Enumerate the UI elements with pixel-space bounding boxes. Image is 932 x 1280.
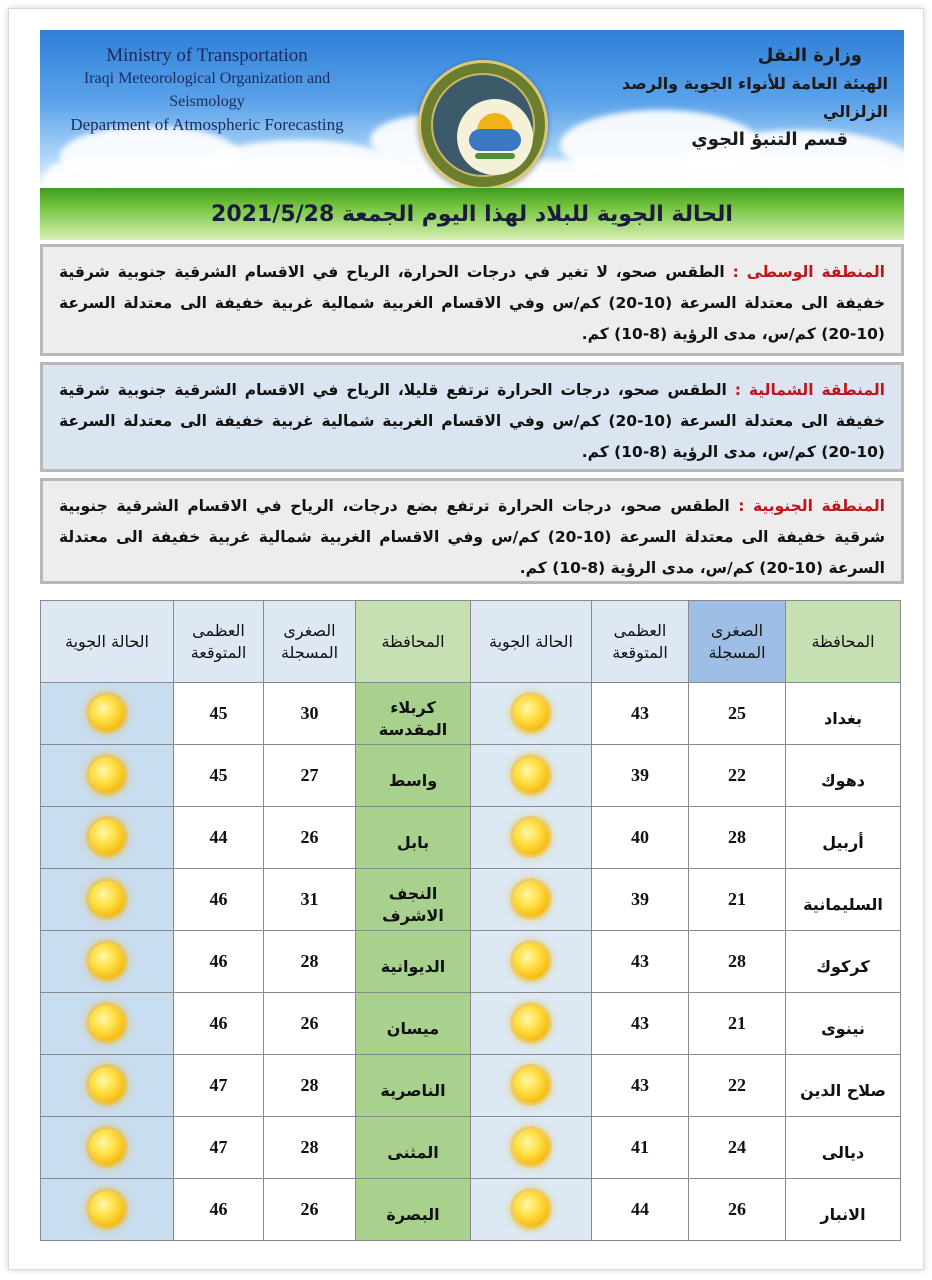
org-ar: الهيئة العامة للأنواء الجوية والرصد الزلزالي bbox=[622, 74, 888, 121]
header-condition: الحالة الجوية bbox=[471, 601, 592, 683]
table-row bbox=[41, 1179, 901, 1241]
table-row bbox=[41, 807, 901, 869]
max-temp-cell: 46 bbox=[174, 931, 264, 993]
table-row bbox=[41, 869, 901, 931]
min-temp-cell: 26 bbox=[689, 1179, 786, 1241]
table-row bbox=[41, 683, 901, 745]
max-temp-cell: 39 bbox=[592, 869, 689, 931]
condition-cell bbox=[471, 993, 592, 1055]
governorate-cell: واسط bbox=[356, 745, 471, 807]
governorate-cell: بغداد bbox=[786, 683, 901, 745]
condition-cell bbox=[471, 869, 592, 931]
governorate-cell: دهوك bbox=[786, 745, 901, 807]
min-temp-cell: 30 bbox=[264, 683, 356, 745]
table-row bbox=[41, 931, 901, 993]
min-temp-cell: 26 bbox=[264, 807, 356, 869]
header-arabic bbox=[588, 42, 888, 154]
max-temp-cell: 43 bbox=[592, 931, 689, 993]
min-temp-cell: 28 bbox=[689, 807, 786, 869]
header-governorate: المحافظة bbox=[786, 601, 901, 683]
header-banner bbox=[40, 30, 904, 188]
region-name: المنطقة الشمالية : bbox=[734, 381, 885, 399]
sun-icon bbox=[513, 1067, 549, 1103]
header-min: الصغرى المسجلة bbox=[264, 601, 356, 683]
condition-cell bbox=[41, 683, 174, 745]
governorate-cell: الديوانية bbox=[356, 931, 471, 993]
sun-icon bbox=[513, 1005, 549, 1041]
min-temp-cell: 31 bbox=[264, 869, 356, 931]
header-max: العظمى المتوقعة bbox=[592, 601, 689, 683]
header-max: العظمى المتوقعة bbox=[174, 601, 264, 683]
region-center bbox=[40, 244, 904, 356]
organization-emblem-icon bbox=[418, 60, 548, 188]
sun-icon bbox=[89, 943, 125, 979]
region-north bbox=[40, 362, 904, 472]
sun-icon bbox=[89, 819, 125, 855]
max-temp-cell: 46 bbox=[174, 869, 264, 931]
condition-cell bbox=[471, 1055, 592, 1117]
governorate-cell: كركوك bbox=[786, 931, 901, 993]
max-temp-cell: 44 bbox=[592, 1179, 689, 1241]
governorate-cell: المثنى bbox=[356, 1117, 471, 1179]
min-temp-cell: 22 bbox=[689, 745, 786, 807]
governorate-cell: الانبار bbox=[786, 1179, 901, 1241]
governorate-cell: نينوى bbox=[786, 993, 901, 1055]
header-min: الصغرى المسجلة bbox=[689, 601, 786, 683]
condition-cell bbox=[471, 931, 592, 993]
condition-cell bbox=[471, 683, 592, 745]
governorate-cell: أربيل bbox=[786, 807, 901, 869]
max-temp-cell: 43 bbox=[592, 993, 689, 1055]
governorate-cell: ميسان bbox=[356, 993, 471, 1055]
sun-icon bbox=[513, 1129, 549, 1165]
table-header-row bbox=[41, 601, 901, 683]
condition-cell bbox=[41, 1055, 174, 1117]
max-temp-cell: 45 bbox=[174, 745, 264, 807]
region-text: الطقس صحو، درجات الحرارة ترتفع بضع درجات، الرياح في الاقسام الشرقية جنوبية شرقية خفيفة الى معتدلة السرعة (10-20) كم/س وفي الاقسام الغربية شمالية غربية خفيفة الى معتدلة السرعة (10-20) كم/س، مدى الرؤية (8-10) كم. bbox=[59, 497, 885, 577]
max-temp-cell: 44 bbox=[174, 807, 264, 869]
min-temp-cell: 27 bbox=[264, 745, 356, 807]
max-temp-cell: 41 bbox=[592, 1117, 689, 1179]
sun-icon bbox=[89, 757, 125, 793]
max-temp-cell: 43 bbox=[592, 683, 689, 745]
max-temp-cell: 47 bbox=[174, 1117, 264, 1179]
condition-cell bbox=[41, 993, 174, 1055]
min-temp-cell: 28 bbox=[264, 931, 356, 993]
min-temp-cell: 21 bbox=[689, 993, 786, 1055]
sun-icon bbox=[89, 1191, 125, 1227]
sun-icon bbox=[513, 881, 549, 917]
region-name: المنطقة الجنوبية : bbox=[738, 497, 885, 515]
header-english bbox=[52, 44, 362, 136]
max-temp-cell: 45 bbox=[174, 683, 264, 745]
sun-icon bbox=[89, 695, 125, 731]
dept-en: Department of Atmospheric Forecasting bbox=[70, 115, 344, 134]
ministry-ar: وزارة النقل bbox=[757, 45, 862, 66]
governorate-cell: بابل bbox=[356, 807, 471, 869]
table-row bbox=[41, 745, 901, 807]
forecast-table bbox=[40, 600, 901, 1241]
min-temp-cell: 26 bbox=[264, 993, 356, 1055]
sun-icon bbox=[513, 695, 549, 731]
region-name: المنطقة الوسطى : bbox=[732, 263, 885, 281]
table-row bbox=[41, 993, 901, 1055]
governorate-cell: البصرة bbox=[356, 1179, 471, 1241]
governorate-cell: ديالى bbox=[786, 1117, 901, 1179]
condition-cell bbox=[471, 1117, 592, 1179]
sun-icon bbox=[513, 1191, 549, 1227]
header-governorate: المحافظة bbox=[356, 601, 471, 683]
region-text: الطقس صحو، درجات الحرارة ترتفع قليلا، الرياح في الاقسام الشرقية جنوبية شرقية خفيفة الى معتدلة السرعة (10-20) كم/س وفي الاقسام الغربية شمالية غربية خفيفة الى معتدلة السرعة (10-20) كم/س، مدى الرؤية (8-10) كم. bbox=[59, 381, 885, 461]
min-temp-cell: 28 bbox=[689, 931, 786, 993]
sun-icon bbox=[89, 1129, 125, 1165]
min-temp-cell: 28 bbox=[264, 1055, 356, 1117]
page-title: الحالة الجوية للبلاد لهذا اليوم الجمعة 2021/5/28 bbox=[211, 201, 733, 227]
max-temp-cell: 47 bbox=[174, 1055, 264, 1117]
table-row bbox=[41, 1055, 901, 1117]
min-temp-cell: 24 bbox=[689, 1117, 786, 1179]
sun-icon bbox=[89, 1005, 125, 1041]
max-temp-cell: 39 bbox=[592, 745, 689, 807]
min-temp-cell: 21 bbox=[689, 869, 786, 931]
governorate-cell: الناصرية bbox=[356, 1055, 471, 1117]
min-temp-cell: 28 bbox=[264, 1117, 356, 1179]
sun-icon bbox=[513, 819, 549, 855]
condition-cell bbox=[471, 745, 592, 807]
sun-icon bbox=[89, 881, 125, 917]
condition-cell bbox=[41, 869, 174, 931]
condition-cell bbox=[41, 1179, 174, 1241]
sun-icon bbox=[513, 943, 549, 979]
governorate-cell: السليمانية bbox=[786, 869, 901, 931]
condition-cell bbox=[41, 807, 174, 869]
region-south bbox=[40, 478, 904, 584]
max-temp-cell: 40 bbox=[592, 807, 689, 869]
region-text: الطقس صحو، لا تغير في درجات الحرارة، الرياح في الاقسام الشرقية جنوبية شرقية خفيفة الى معتدلة السرعة (10-20) كم/س وفي الاقسام الغربية شمالية غربية خفيفة الى معتدلة السرعة (10-20) كم/س، مدى الرؤية (8-10) كم. bbox=[59, 263, 885, 343]
condition-cell bbox=[41, 745, 174, 807]
dept-ar: قسم التنبؤ الجوي bbox=[691, 129, 848, 150]
governorate-cell: صلاح الدين bbox=[786, 1055, 901, 1117]
sun-icon bbox=[513, 757, 549, 793]
ministry-en: Ministry of Transportation bbox=[106, 45, 308, 66]
condition-cell bbox=[41, 1117, 174, 1179]
condition-cell bbox=[471, 807, 592, 869]
table-row bbox=[41, 1117, 901, 1179]
title-bar bbox=[40, 188, 904, 240]
min-temp-cell: 25 bbox=[689, 683, 786, 745]
max-temp-cell: 43 bbox=[592, 1055, 689, 1117]
org-en: Iraqi Meteorological Organization and Seismology bbox=[83, 70, 331, 110]
condition-cell bbox=[471, 1179, 592, 1241]
min-temp-cell: 22 bbox=[689, 1055, 786, 1117]
max-temp-cell: 46 bbox=[174, 1179, 264, 1241]
min-temp-cell: 26 bbox=[264, 1179, 356, 1241]
condition-cell bbox=[41, 931, 174, 993]
governorate-cell: النجف الاشرف bbox=[356, 869, 471, 931]
max-temp-cell: 46 bbox=[174, 993, 264, 1055]
sun-icon bbox=[89, 1067, 125, 1103]
governorate-cell: كربلاء المقدسة bbox=[356, 683, 471, 745]
header-condition: الحالة الجوية bbox=[41, 601, 174, 683]
